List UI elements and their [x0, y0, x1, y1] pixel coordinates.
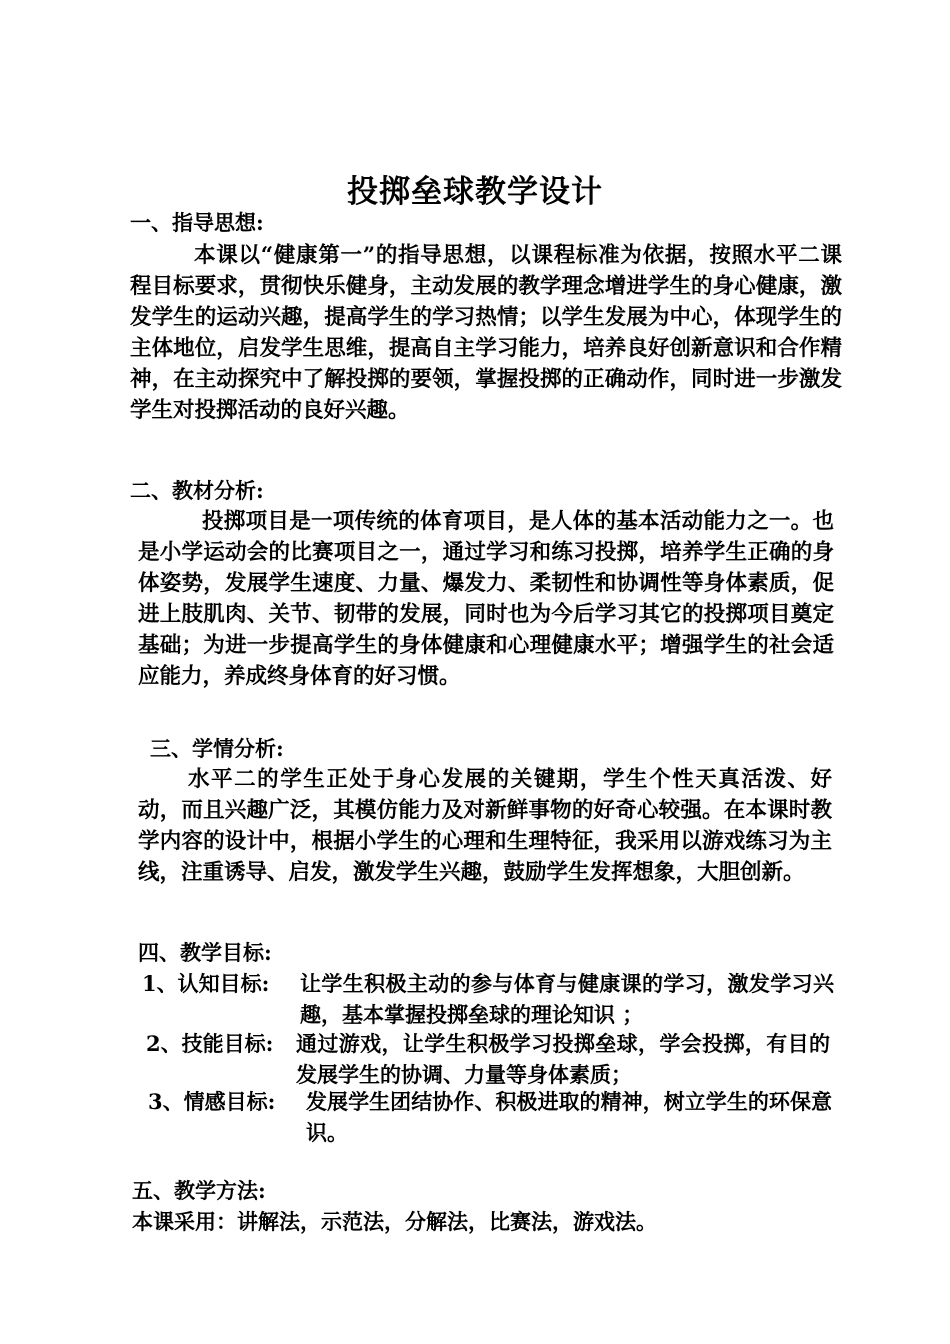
goal-text-cognitive: 让学生积极主动的参与体育与健康课的学习，激发学习兴趣，基本掌握投掷垒球的理论知识 ；	[300, 971, 834, 1027]
section-heading-guiding-ideology: 一、指导思想:	[130, 210, 264, 235]
goal-label-cognitive: 1、认知目标:	[142, 971, 270, 996]
section-heading-teaching-goals: 四、教学目标:	[138, 940, 272, 965]
goal-label-skill: 2、技能目标:	[146, 1031, 274, 1056]
section-heading-material-analysis: 二、教材分析:	[130, 478, 264, 503]
section-text-student-analysis: 水平二的学生正处于身心发展的关键期，学生个性天真活泼、好动，而且兴趣广泛，其模仿能力及对新鲜事物的好奇心较强。在本课时教学内容的设计中，根据小学生的心理和生理特征，我采用以游戏练习为主线，注重诱导、启发，激发学生兴趣，鼓励学生发挥想象，大胆创新。	[138, 767, 832, 885]
goal-text-emotional: 发展学生团结协作、积极进取的精神，树立学生的环保意识。	[306, 1089, 832, 1145]
document-title: 投掷垒球教学设计	[347, 174, 603, 210]
section-text-teaching-methods: 本课采用：讲解法，示范法，分解法，比赛法，游戏法。	[132, 1209, 657, 1234]
section-text-guiding-ideology: 本课以“健康第一”的指导思想，以课程标准为依据，按照水平二课程目标要求，贯彻快乐健身，主动发展的教学理念增进学生的身心健康，激发学生的运动兴趣，提高学生的学习热情；以学生发展为中心，体现学生的主体地位，启发学生思维，提高自主学习能力，培养良好创新意识和合作精神，在主动探究中了解投掷的要领，掌握投掷的正确动作，同时进一步激发学生对投掷活动的良好兴趣。	[130, 243, 842, 423]
section-text-material-analysis: 投掷项目是一项传统的体育项目，是人体的基本活动能力之一。也是小学运动会的比赛项目之一，通过学习和练习投掷，培养学生正确的身体姿势，发展学生速度、力量、爆发力、柔韧性和协调性等身体素质，促进上肢肌肉、关节、韧带的发展，同时也为今后学习其它的投掷项目奠定基础；为进一步提高学生的身体健康和心理健康水平；增强学生的社会适应能力，养成终身体育的好习惯。	[138, 509, 834, 689]
section-heading-teaching-methods: 五、教学方法:	[132, 1178, 266, 1203]
goal-text-skill: 通过游戏，让学生积极学习投掷垒球，学会投掷，有目的发展学生的协调、力量等身体素质；	[296, 1031, 830, 1087]
goal-label-emotional: 3、情感目标:	[148, 1089, 276, 1114]
section-heading-student-analysis: 三、学情分析:	[150, 736, 284, 761]
